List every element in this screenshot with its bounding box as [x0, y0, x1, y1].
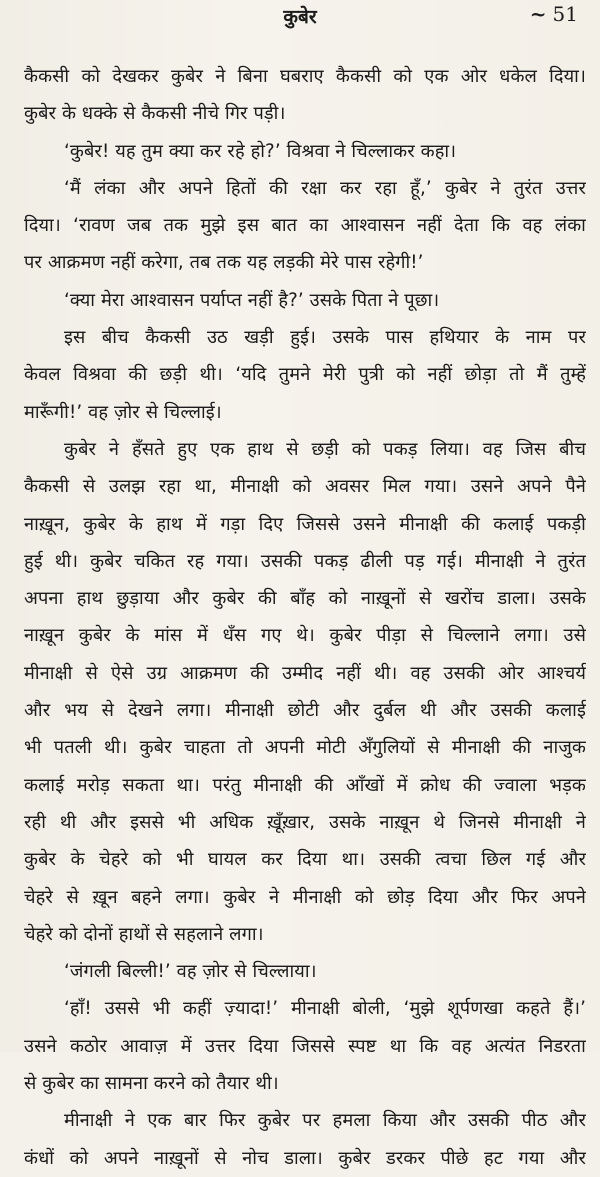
text-line: ‘क्या मेरा आश्वासन पर्याप्त नहीं है?’ उसके पिता ने पूछा।	[64, 289, 440, 311]
text-line: केवल विश्रवा की छड़ी थी। ‘यदि तुमने मेरी पुत्री को नहीं छोड़ा तो मैं तुम्हें	[24, 364, 586, 386]
text-line: और भय से देखने लगा। मीनाक्षी छोटी और दुर्बल थी और उसकी कलाई	[24, 700, 586, 722]
text-line: चेहरे को दोनों हाथों से सहलाने लगा।	[24, 923, 264, 945]
text-line: मीनाक्षी ने एक बार फिर कुबेर पर हमला किया और उसकी पीठ और	[64, 1110, 586, 1132]
text-line: ‘जंगली बिल्ली!’ वह ज़ोर से चिल्लाया।	[64, 961, 317, 983]
page-number-block	[530, 2, 578, 26]
text-line: भी पतली थी। कुबेर चाहता तो अपनी मोटी अँगुलियों से मीनाक्षी की नाजुक	[24, 737, 586, 759]
text-line: कुबेर के चेहरे को भी घायल कर दिया था। उसकी त्वचा छिल गई और	[24, 849, 586, 871]
text-line: इस बीच कैकसी उठ खड़ी हुई। उसके पास हथियार के नाम पर	[64, 327, 586, 349]
text-line: से कुबेर का सामना करने को तैयार थी।	[24, 1073, 279, 1095]
text-line: ‘कुबेर! यह तुम क्या कर रहे हो?’ विश्रवा ने चिल्लाकर कहा।	[64, 140, 457, 162]
text-line: नाख़ून, कुबेर के हाथ में गड़ा दिए जिससे उसने मीनाक्षी की कलाई पकड़ी	[24, 513, 586, 535]
body-text	[24, 58, 586, 1177]
text-line: कैकसी से उलझ रहा था, मीनाक्षी को अवसर मिल गया। उसने अपने पैने	[24, 476, 586, 498]
text-line: उसने कठोर आवाज़ में उत्तर दिया जिससे स्पष्ट था कि वह अत्यंत निडरता	[24, 1035, 586, 1057]
text-line: कलाई मरोड़ सकता था। परंतु मीनाक्षी की आँखों में क्रोध की ज्वाला भड़क	[24, 774, 586, 796]
text-line: मारूँगी!’ वह ज़ोर से चिल्लाई।	[24, 401, 222, 423]
text-line: हुई थी। कुबेर चकित रह गया। उसकी पकड़ ढीली पड़ गई। मीनाक्षी ने तुरंत	[24, 550, 586, 572]
text-line: चेहरे से ख़ून बहने लगा। कुबेर ने मीनाक्षी को छोड़ दिया और फिर अपने	[24, 886, 586, 908]
text-line: दिया। ‘रावण जब तक मुझे इस बात का आश्वासन नहीं देता कि वह लंका	[24, 215, 586, 237]
text-line: कंधों को अपने नाख़ूनों से नोच डाला। कुबेर डरकर पीछे हट गया और	[24, 1147, 586, 1169]
text-line: कुबेर के धक्के से कैकसी नीचे गिर पड़ी।	[24, 103, 286, 125]
text-line: अपना हाथ छुड़ाया और कुबेर की बाँह को नाख़ूनों से खरोंच डाला। उसके	[24, 588, 586, 610]
text-line: नाख़ून कुबेर के मांस में धँस गए थे। कुबेर पीड़ा से चिल्लाने लगा। उसे	[24, 625, 586, 647]
text-line: पर आक्रमण नहीं करेगा, तब तक यह लड़की मेरे पास रहेगी!’	[24, 252, 424, 274]
text-line: ‘मैं लंका और अपने हितों की रक्षा कर रहा हूँ,’ कुबेर ने तुरंत उत्तर	[64, 177, 586, 199]
text-line: कुबेर ने हँसते हुए एक हाथ से छड़ी को पकड़ लिया। वह जिस बीच	[64, 438, 586, 460]
text-line: ‘हाँ! उससे भी कहीं ज़्यादा!’ मीनाक्षी बोली, ‘मुझे शूर्पणखा कहते हैं।’	[64, 998, 586, 1020]
running-title: कुबेर	[283, 6, 317, 28]
text-line: कैकसी को देखकर कुबेर ने बिना घबराए कैकसी को एक ओर धकेल दिया।	[24, 66, 586, 87]
page-number: 51	[552, 2, 578, 26]
page-number-ornament: ~	[529, 2, 547, 26]
text-line: मीनाक्षी से ऐसे उग्र आक्रमण की उम्मीद नहीं थी। वह उसकी ओर आश्चर्य	[24, 662, 586, 684]
page-header	[0, 0, 600, 34]
text-line: रही थी और इससे भी अधिक ख़ूँख़ार, उसके नाख़ून थे जिनसे मीनाक्षी ने	[24, 811, 586, 833]
